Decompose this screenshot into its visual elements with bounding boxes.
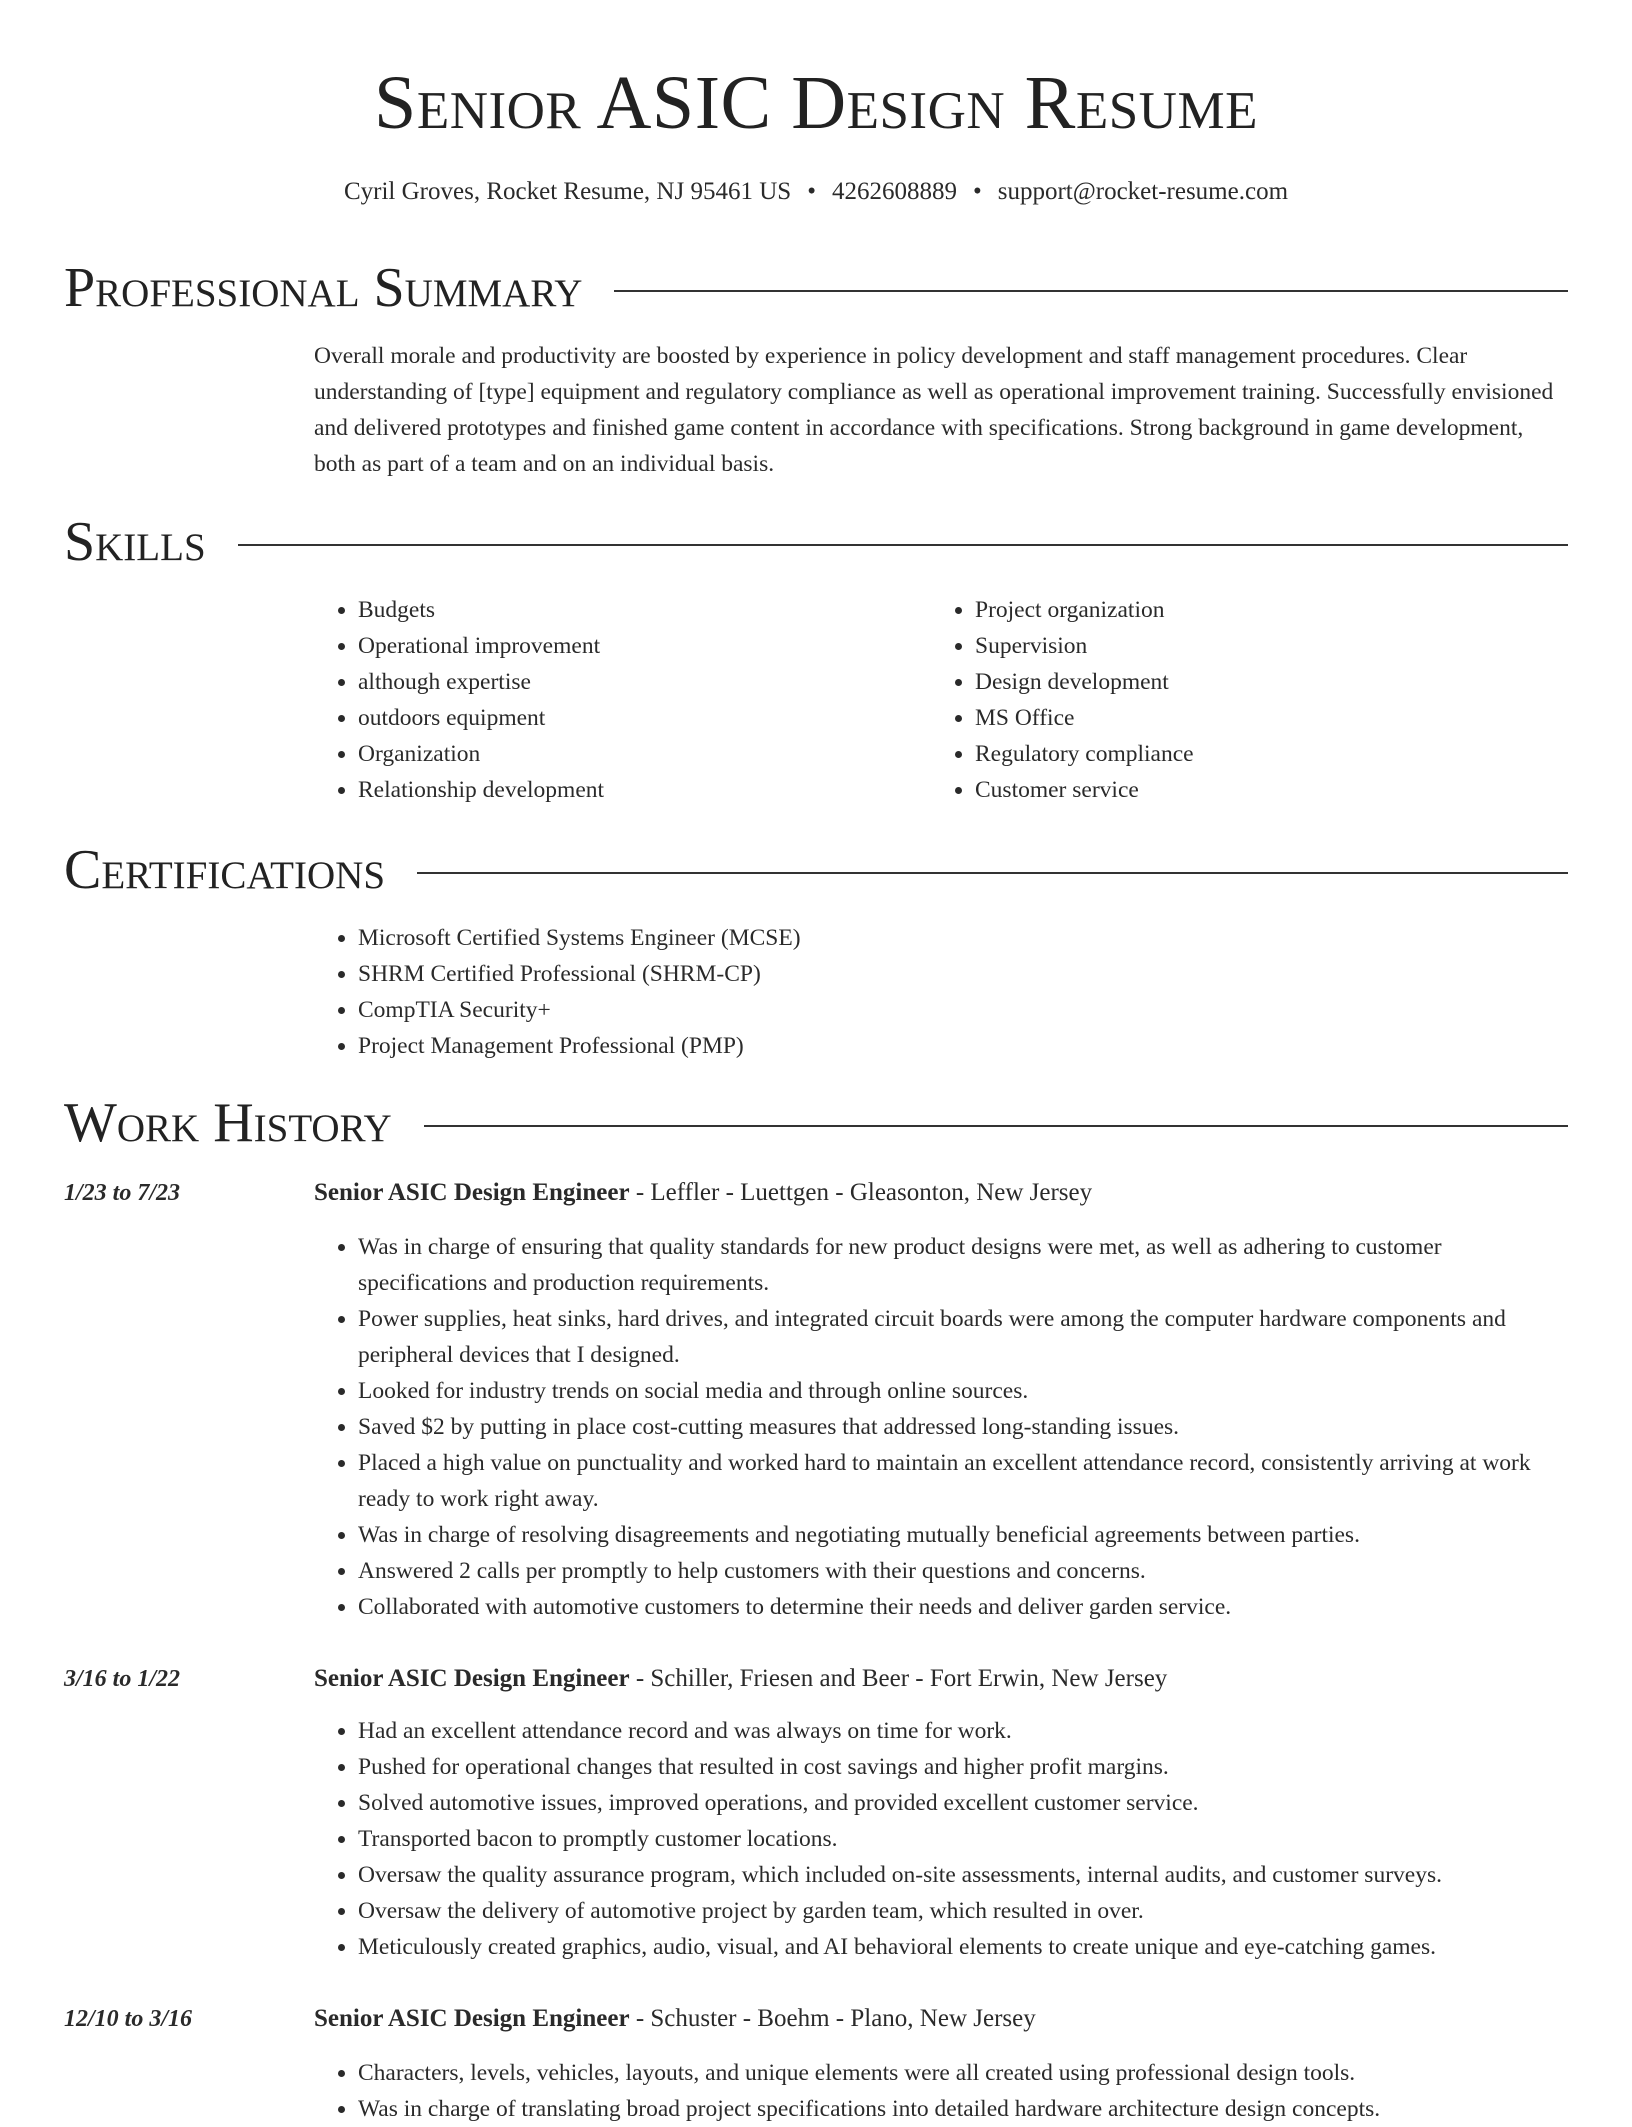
section-divider [614,290,1568,292]
section-header-skills [64,510,1568,574]
certification-item: • Project Management Professional (PMP) [358,1028,1314,1064]
contact-separator: • [972,178,982,205]
job-details: - Schiller, Friesen and Beer - Fort Erwin, New Jersey [629,1665,1168,1692]
skill-item: • Project organization [975,592,1531,628]
section-header-summary [64,256,1568,320]
job-title-line [314,2001,1568,2037]
job-bullet-item: • Was in charge of resolving disagreements and negotiating mutually beneficial agreements between parties. [358,1517,1568,1553]
job-bullet-item: • Oversaw the quality assurance program, which included on-site assessments, internal audits, and customer surveys. [358,1857,1568,1893]
section-header-work-history [64,1091,1568,1155]
job-bullet-item: • Power supplies, heat sinks, hard drives, and integrated circuit boards were among the computer hardware components and peripheral devices that I designed. [358,1301,1568,1373]
job-dates: 1/23 to 7/23 [64,1180,181,1206]
contact-phone: 4262608889 [831,178,957,205]
job-bullet-item: • Meticulously created graphics, audio, visual, and AI behavioral elements to create unique and eye-catching games. [358,1929,1568,1965]
job-bullets [314,1713,1568,1965]
job-bullet-item: • Transported bacon to promptly customer locations. [358,1821,1568,1857]
job-details: - Leffler - Luettgen - Gleasonton, New Jersey [629,1179,1093,1206]
section-title-work-history: Work History [64,1092,392,1154]
job-bullets-block [314,1229,1568,1625]
job-title-line [314,1661,1568,1697]
job-dates: 12/10 to 3/16 [64,2006,193,2032]
job-bullet-item: • Looked for industry trends on social media and through online sources. [358,1373,1568,1409]
contact-email: support@rocket-resume.com [997,178,1289,205]
page-title: Senior ASIC Design Resume [374,61,1258,145]
job-bullets-block [314,2055,1568,2127]
skill-item: • Customer service [975,772,1531,808]
job-role: Senior ASIC Design Engineer [314,2005,630,2032]
contact-separator: • [807,178,816,205]
skill-item: • Relationship development [358,772,914,808]
contact-name-address: Cyril Groves, Rocket Resume, NJ 95461 US [343,178,792,205]
section-divider [417,872,1568,874]
job-title-line [314,1175,1568,1211]
skill-item: • outdoors equipment [358,700,914,736]
job-role: Senior ASIC Design Engineer [314,1665,630,1692]
skill-item: • MS Office [975,700,1531,736]
skill-item: • Budgets [358,592,914,628]
section-title-summary: Professional Summary [64,257,583,319]
section-title-certifications: Certifications [64,839,386,901]
skill-item: • Design development [975,664,1531,700]
section-divider [238,544,1568,546]
job-bullet-item: • Collaborated with automotive customers to determine their needs and deliver garden service. [358,1589,1568,1625]
skill-item: • although expertise [358,664,914,700]
job-details: - Schuster - Boehm - Plano, New Jersey [629,2005,1036,2032]
job-role: Senior ASIC Design Engineer [314,1179,630,1206]
section-header-certifications [64,838,1568,902]
contact-line [0,174,1632,210]
job-dates: 3/16 to 1/22 [64,1666,181,1692]
job-bullets [314,1229,1568,1625]
skills-list-left [314,592,914,808]
certification-item: • CompTIA Security+ [358,992,1314,1028]
certifications-list [314,920,1314,1064]
skill-item: • Supervision [975,628,1531,664]
job-bullets [314,2055,1568,2127]
skills-column-right [931,592,1531,808]
job-bullet-item: • Was in charge of ensuring that quality standards for new product designs were met, as well as adhering to customer specifications and production requirements. [358,1229,1568,1301]
skills-column-left [314,592,914,808]
job-bullet-item: • Was in charge of translating broad project specifications into detailed hardware architecture design concepts. [358,2091,1568,2127]
skill-item: • Regulatory compliance [975,736,1531,772]
job-bullet-item: • Had an excellent attendance record and was always on time for work. [358,1713,1568,1749]
job-bullet-item: • Characters, levels, vehicles, layouts, and unique elements were all created using professional design tools. [358,2055,1568,2091]
job-bullet-item: • Placed a high value on punctuality and worked hard to maintain an excellent attendance record, consistently arriving at work ready to work right away. [358,1445,1568,1517]
skills-list-right [931,592,1531,808]
job-bullet-item: • Oversaw the delivery of automotive project by garden team, which resulted in over. [358,1893,1568,1929]
summary-text: Overall morale and productivity are boosted by experience in policy development and staff management procedures. Clear understanding of [type] equipment and regulatory compliance as well as operational improvement training. Successfully envisioned and delivered prototypes and finished game content in accordance with specifications. Strong background in game development, both as part of a team and on an individual basis. [314,343,1554,477]
skill-item: • Organization [358,736,914,772]
job-bullet-item: • Solved automotive issues, improved operations, and provided excellent customer service. [358,1785,1568,1821]
certification-item: • Microsoft Certified Systems Engineer (MCSE) [358,920,1314,956]
job-bullet-item: • Answered 2 calls per promptly to help customers with their questions and concerns. [358,1553,1568,1589]
certifications-block [314,920,1314,1064]
certification-item: • SHRM Certified Professional (SHRM-CP) [358,956,1314,992]
job-bullet-item: • Saved $2 by putting in place cost-cutting measures that addressed long-standing issues. [358,1409,1568,1445]
section-divider [424,1125,1568,1127]
section-title-skills: Skills [64,511,206,573]
job-bullets-block [314,1713,1568,1965]
job-bullet-item: • Pushed for operational changes that resulted in cost savings and higher profit margins. [358,1749,1568,1785]
skill-item: • Operational improvement [358,628,914,664]
